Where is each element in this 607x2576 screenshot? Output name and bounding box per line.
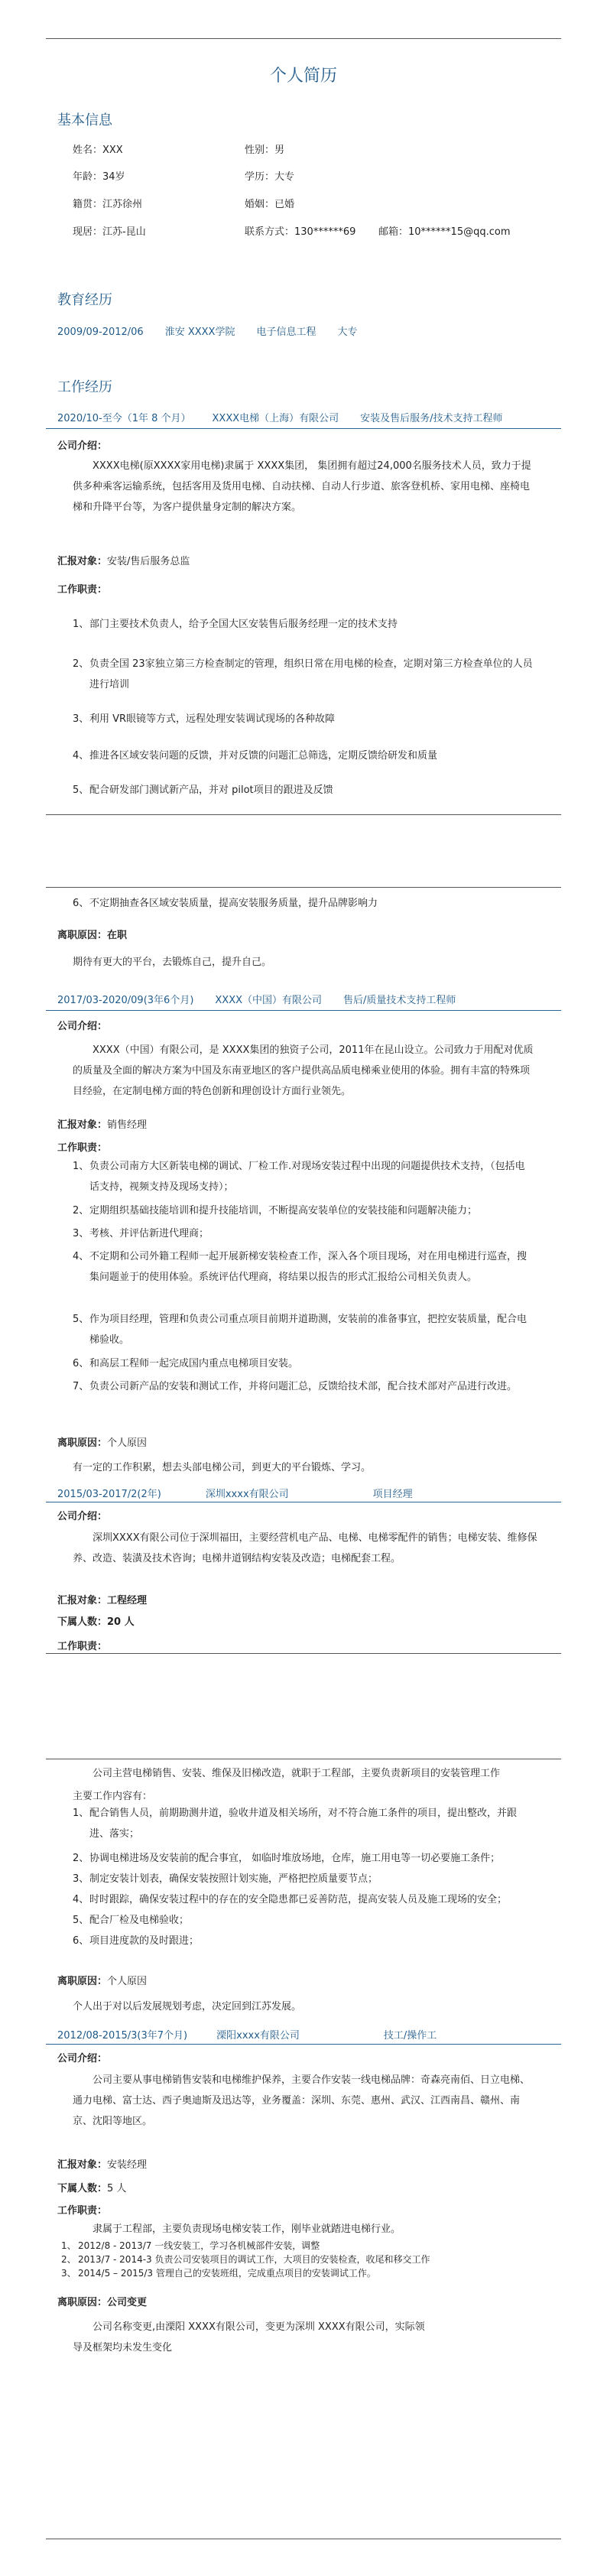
job3-duty xyxy=(73,1889,539,1910)
job3-duty-text: 配合厂检及电梯验收； xyxy=(89,1915,190,1926)
job2-position: 售后/质量技术支持工程师 xyxy=(343,995,456,1006)
job1-report xyxy=(57,553,190,567)
job4-duty-text: 2012/8 - 2013/7 一线安装工，学习各机械部件安装，调整 xyxy=(78,2240,320,2251)
job2-duty xyxy=(73,1156,539,1197)
job3-duty-num: 3、 xyxy=(73,1873,89,1885)
job4-duty xyxy=(61,2239,527,2253)
job4-duty xyxy=(61,2266,527,2280)
edu-school: 淮安 XXXX学院 xyxy=(164,326,235,338)
job4-duty xyxy=(61,2253,527,2266)
job2-company: XXXX（中国）有限公司 xyxy=(215,995,323,1006)
job1-intro: XXXX电梯(原XXXX家用电梯)隶属于 XXXX集团， 集团拥有超过24,000名服务技术人员，致力于提供多种乘客运输系统，包括客用及货用电梯、自动扶梯、自动人行步道、旅客登机桥、家用电梯、座椅电梯和升降平台等，为客户提供量身定制的解决方案。 xyxy=(73,460,531,513)
job1-duty-num: 1、 xyxy=(73,619,89,630)
job3-intro: 深圳XXXX有限公司位于深圳福田，主要经营机电产品、电梯、电梯零配件的销售；电梯安装、维修保养、改造、装潢及技术咨询；电梯井道钢结构安装及改造；电梯配套工程。 xyxy=(73,1532,537,1564)
job2-duty-text: 定期组织基础技能培训和提升技能培训，不断提高安装单位的安装技能和问题解决能力； xyxy=(89,1205,478,1217)
basic-info-heading: 基本信息 xyxy=(57,112,112,128)
job1-leave-detail: 期待有更大的平台，去锻炼自己，提升自己。 xyxy=(73,957,272,968)
job1-duty xyxy=(73,780,539,801)
basic-email: 邮箱：10******15@qq.com xyxy=(378,226,511,238)
job1-rule xyxy=(46,428,561,429)
work-heading: 工作经历 xyxy=(57,379,112,395)
job3-duty-text: 时时跟踪，确保安装过程中的存在的安全隐患都已妥善防范，提高安装人员及施工现场的安全； xyxy=(89,1894,508,1905)
job3-duty xyxy=(73,1910,539,1931)
job1-duty-num: 2、 xyxy=(73,658,89,670)
job4-header xyxy=(57,2027,458,2042)
job3-report-label: 汇报对象： xyxy=(57,1595,108,1606)
job1-duty-text: 部门主要技术负责人，给予全国大区安装售后服务经理一定的技术支持 xyxy=(89,619,398,630)
basic-gender: 性别：男 xyxy=(245,145,285,156)
job3-duty xyxy=(73,1931,539,1951)
basic-education: 学历：大专 xyxy=(245,171,295,183)
job3-leave-label: 离职原因： xyxy=(57,1976,108,1987)
job3-duty-text: 协调电梯进场及安装前的配合事宜， 如临时堆放场地，仓库，施工用电等一切必要施工条件； xyxy=(89,1853,501,1864)
job3-duty-text: 项目进度款的及时跟进； xyxy=(89,1935,200,1947)
job4-report xyxy=(57,2156,147,2171)
job2-intro: XXXX（中国）有限公司，是 XXXX集团的独资子公司，2011年在昆山设立。公司致力于用配对优质的质量及全面的解决方案为中国及东南亚地区的客户提供高品质电梯乘业使用的体验。拥有丰富的特殊项目经验，在定制电梯方面的特色创新和理创设计方面行业领先。 xyxy=(73,1044,534,1097)
job2-duty-text: 负责公司新产品的安装和测试工作，并将问题汇总，反馈给技术部，配合技术部对产品进行改进。 xyxy=(89,1381,518,1392)
basic-age: 年龄：34岁 xyxy=(73,171,125,183)
job2-leave-label: 离职原因： xyxy=(57,1437,108,1449)
job2-duty-num: 2、 xyxy=(73,1205,89,1217)
edu-period: 2009/09-2012/06 xyxy=(57,326,144,338)
job3-sub-value: 20 人 xyxy=(107,1616,135,1628)
basic-marriage: 婚姻：已婚 xyxy=(245,199,295,210)
job4-intro: 公司主要从事电梯销售安装和电梯维护保养，主要合作安装一线电梯品牌：奇森亮南佰、日立电梯、通力电梯、富士达、西子奥迪斯及迅达等，业务覆盖：深圳、东莞、惠州、武汉、江西南昌、赣州、南京、沈阳等地区。 xyxy=(73,2074,531,2127)
job1-position: 安装及售后服务/技术支持工程师 xyxy=(360,413,503,424)
job4-leave-detail: 公司名称变更,由溧阳 XXXX有限公司，变更为深圳 XXXX有限公司，实际领导及框架均未发生变化 xyxy=(73,2321,425,2353)
job4-rule xyxy=(46,2044,561,2045)
job2-duty xyxy=(73,1376,539,1397)
job1-report-label: 汇报对象： xyxy=(57,556,108,567)
job1-duty xyxy=(73,614,539,635)
job3-duty-num: 5、 xyxy=(73,1915,89,1926)
job3-duty-num: 4、 xyxy=(73,1894,89,1905)
job1-duty-text: 利用 VR眼镜等方式，远程处理安装调试现场的各种故障 xyxy=(89,713,336,725)
job3-header xyxy=(57,1486,434,1500)
job2-leave-value: 个人原因 xyxy=(107,1437,148,1449)
job2-duty-label: 工作职责： xyxy=(57,1142,108,1154)
job1-duty-text: 推进各区域安装问题的反馈，并对反馈的问题汇总筛选，定期反馈给研发和质量 xyxy=(89,750,438,762)
job2-duty-num: 5、 xyxy=(73,1314,89,1325)
job3-duty-num: 2、 xyxy=(73,1853,89,1864)
job3-duty-text: 配合销售人员，前期勘测井道，验收井道及相关场所，对不符合施工条件的项目，提出整改，并跟进、落实； xyxy=(89,1808,518,1840)
job2-duty xyxy=(73,1246,539,1288)
job1-duty-text: 负责全国 23家独立第三方检查制定的管理，组织日常在用电梯的检查，定期对第三方检查单位的人员进行培训 xyxy=(89,658,533,690)
basic-phone: 联系方式：130******69 xyxy=(245,226,356,238)
job4-duty-num: 1、 xyxy=(61,2240,76,2251)
job1-leave-row xyxy=(57,927,127,941)
job3-duty-text: 制定安装计划表，确保安装按照计划实施，严格把控质量要节点； xyxy=(89,1873,378,1885)
job1-report-value: 安装/售后服务总监 xyxy=(107,556,190,567)
job3-duty xyxy=(73,1869,539,1889)
job3-intro-label: 公司介绍： xyxy=(57,1511,108,1522)
basic-origin: 籍贯：江苏徐州 xyxy=(73,199,143,210)
job3-duty-label: 工作职责： xyxy=(57,1641,108,1652)
edu-major: 电子信息工程 xyxy=(256,326,316,338)
job3-duty-num: 6、 xyxy=(73,1935,89,1947)
job4-subordinates xyxy=(57,2180,126,2194)
job4-position: 技工/操作工 xyxy=(383,2030,437,2042)
job1-duty-num: 6、 xyxy=(73,898,89,909)
job3-duty-intro: 公司主营电梯销售、安装、维保及旧梯改造，就职于工程部，主要负责新项目的安装管理工作 xyxy=(93,1768,501,1779)
job2-duty-text: 负责公司南方大区新装电梯的调试、厂检工作.对现场安装过程中出现的问题提供技术支持，（包括电话支持，视频支持及现场支持）； xyxy=(89,1161,525,1193)
job4-duty-num: 2、 xyxy=(61,2254,76,2265)
job1-duty xyxy=(73,893,539,914)
job3-duty xyxy=(73,1803,539,1844)
job2-duty-num: 4、 xyxy=(73,1251,89,1262)
education-heading: 教育经历 xyxy=(57,292,112,308)
job2-report xyxy=(57,1116,147,1131)
job3-sub-label: 下属人数： xyxy=(57,1616,108,1628)
page-break-rule xyxy=(46,1653,561,1654)
job1-duty-num: 3、 xyxy=(73,713,89,725)
top-rule xyxy=(46,38,561,39)
job2-duty-num: 1、 xyxy=(73,1161,89,1172)
job4-period: 2012/08-2015/3(3年7个月) xyxy=(57,2030,188,2042)
job2-report-value: 销售经理 xyxy=(107,1119,148,1131)
job4-report-label: 汇报对象： xyxy=(57,2159,108,2171)
job2-duty-num: 3、 xyxy=(73,1228,89,1239)
job4-duty-text: 2013/7 - 2014-3 负责公司安装项目的调试工作，大项目的安装检查，收尾和移交工作 xyxy=(78,2254,430,2265)
job2-report-label: 汇报对象： xyxy=(57,1119,108,1131)
job2-rule xyxy=(46,1010,561,1011)
job1-duty-num: 4、 xyxy=(73,750,89,762)
job1-duty xyxy=(73,709,539,729)
job3-subordinates xyxy=(57,1613,135,1628)
job4-sub-value: 5 人 xyxy=(107,2183,127,2194)
job3-leave-value: 个人原因 xyxy=(107,1976,148,1987)
job2-duty-num: 6、 xyxy=(73,1358,89,1369)
page-title: 个人简历 xyxy=(269,67,337,86)
job1-leave-value: 在职 xyxy=(107,930,128,941)
job3-duty xyxy=(73,1848,539,1869)
job1-company: XXXX电梯（上海）有限公司 xyxy=(212,413,339,424)
job4-sub-label: 下属人数： xyxy=(57,2183,108,2194)
job1-duty-num: 5、 xyxy=(73,784,89,796)
job4-leave-value: 公司变更 xyxy=(107,2297,148,2308)
page-break-rule xyxy=(46,887,561,888)
job2-duty xyxy=(73,1309,539,1350)
job3-period: 2015/03-2017/2(2年) xyxy=(57,1489,161,1500)
job4-duty-num: 3、 xyxy=(61,2268,76,2279)
job1-header xyxy=(57,410,524,424)
job4-leave-row xyxy=(57,2294,147,2308)
job4-duty-label: 工作职责： xyxy=(57,2205,108,2217)
education-row xyxy=(57,323,379,338)
job3-duty-num: 1、 xyxy=(73,1808,89,1819)
job2-duty-text: 作为项目经理，管理和负责公司重点项目前期并道勘测，安装前的准备事宜，把控安装质量，配合电梯验收。 xyxy=(89,1314,527,1346)
job1-duty-label: 工作职责： xyxy=(57,584,108,596)
basic-location: 现居：江苏-昆山 xyxy=(73,226,146,238)
job2-header xyxy=(57,992,477,1006)
job1-duty-text: 配合研发部门测试新产品，并对 pilot项目的跟进及反馈 xyxy=(89,784,333,796)
job2-intro-label: 公司介绍： xyxy=(57,1021,108,1032)
job4-report-value: 安装经理 xyxy=(107,2159,148,2171)
job4-intro-label: 公司介绍： xyxy=(57,2053,108,2064)
edu-degree: 大专 xyxy=(337,326,358,338)
job4-leave-label: 离职原因： xyxy=(57,2297,108,2308)
job1-leave-label: 离职原因： xyxy=(57,930,108,941)
job3-leave-detail: 个人出于对以后发展规划考虑，决定回到江苏发展。 xyxy=(73,2001,302,2012)
job2-duty xyxy=(73,1353,539,1374)
job3-company: 深圳xxxx有限公司 xyxy=(205,1489,289,1500)
job1-duty xyxy=(73,654,539,695)
job2-leave xyxy=(57,1434,147,1449)
job3-report-value: 工程经理 xyxy=(107,1595,148,1606)
basic-name: 姓名：XXX xyxy=(73,145,123,156)
job2-duty-text: 考核、并评估新进代理商； xyxy=(89,1228,209,1239)
job1-period: 2020/10-至今（1年 8 个月） xyxy=(57,413,191,424)
job3-position: 项目经理 xyxy=(372,1489,413,1500)
page-break-rule xyxy=(46,814,561,815)
job1-duty-text: 不定期抽查各区域安装质量，提高安装服务质量，提升品牌影响力 xyxy=(89,898,378,909)
job3-leave xyxy=(57,1973,147,1987)
job2-duty-num: 7、 xyxy=(73,1381,89,1392)
job2-period: 2017/03-2020/09(3年6个月) xyxy=(57,995,194,1006)
job2-duty xyxy=(73,1223,539,1244)
job1-duty xyxy=(73,746,539,766)
job2-duty-text: 不定期和公司外籍工程师一起开展新梯安装检查工作，深入各个项目现场，对在用电梯进行巡查，搜集问题並于的使用体验。系统评估代理商，将结果以报告的形式汇报给公司相关负责人。 xyxy=(89,1251,527,1283)
job1-intro-label: 公司介绍： xyxy=(57,440,108,452)
job2-leave-detail: 有一定的工作积累，想去头部电梯公司，到更大的平台锻炼、学习。 xyxy=(73,1462,372,1473)
job4-duty-intro: 隶属于工程部，主要负责现场电梯安装工作，刚毕业就踏进电梯行业。 xyxy=(93,2224,401,2235)
job2-duty-text: 和高层工程师一起完成国内重点电梯项目安装。 xyxy=(89,1358,299,1369)
job2-duty xyxy=(73,1200,539,1221)
job3-report xyxy=(57,1592,147,1606)
job4-duty-text: 2014/5 – 2015/3 管理自己的安装班组，完成重点项目的安装调试工作。 xyxy=(78,2268,376,2279)
job4-company: 溧阳xxxx有限公司 xyxy=(216,2030,300,2042)
job3-duty-intro2: 主要工作内容有： xyxy=(73,1791,153,1802)
